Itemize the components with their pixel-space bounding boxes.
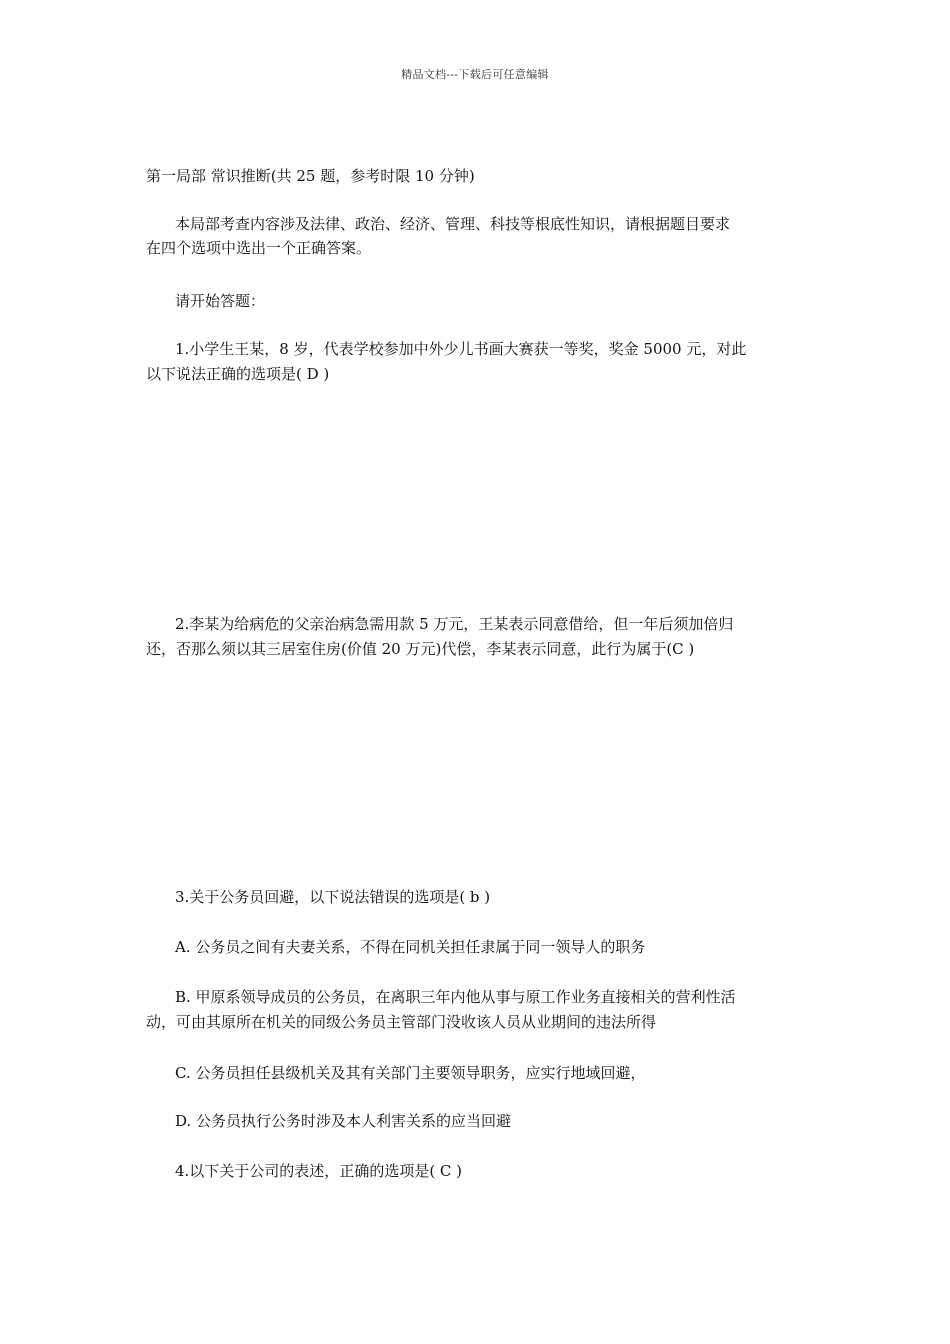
- start-prompt: 请开始答题：: [175, 292, 266, 310]
- question-2-line-2: 还，否那么须以其三居室住房(价值 20 万元)代偿，李某表示同意，此行为属于(C ): [146, 640, 695, 658]
- intro-text-line-2: 在四个选项中选出一个正确答案。: [146, 239, 372, 257]
- question-3-option-b-line-1: B. 甲原系领导成员的公务员，在离职三年内他从事与原工作业务直接相关的营利性活: [175, 988, 736, 1006]
- question-3-option-c: C. 公务员担任县级机关及其有关部门主要领导职务，应实行地域回避，: [175, 1064, 646, 1082]
- question-1-line-2: 以下说法正确的选项是( D ): [146, 365, 330, 383]
- intro-text-line-1: 本局部考查内容涉及法律、政治、经济、管理、科技等根底性知识，请根据题目要求: [175, 215, 731, 233]
- question-1-line-1: 1.小学生王某，8 岁，代表学校参加中外少儿书画大赛获一等奖，奖金 5000 元，对此: [175, 340, 747, 358]
- page-header: 精品文档---下载后可任意编辑: [401, 68, 549, 81]
- question-3-stem: 3.关于公务员回避，以下说法错误的选项是( b ): [175, 888, 491, 906]
- question-4-stem: 4.以下关于公司的表述，正确的选项是( C ): [175, 1162, 463, 1180]
- question-3-option-a: A. 公务员之间有夫妻关系，不得在同机关担任隶属于同一领导人的职务: [175, 938, 646, 956]
- section-title: 第一局部 常识推断(共 25 题，参考时限 10 分钟): [146, 167, 475, 185]
- question-3-option-d: D. 公务员执行公务时涉及本人利害关系的应当回避: [175, 1112, 512, 1130]
- question-3-option-b-line-2: 动，可由其原所在机关的同级公务员主管部门没收该人员从业期间的违法所得: [146, 1013, 657, 1031]
- question-2-line-1: 2.李某为给病危的父亲治病急需用款 5 万元，王某表示同意借给，但一年后须加倍归: [175, 615, 734, 633]
